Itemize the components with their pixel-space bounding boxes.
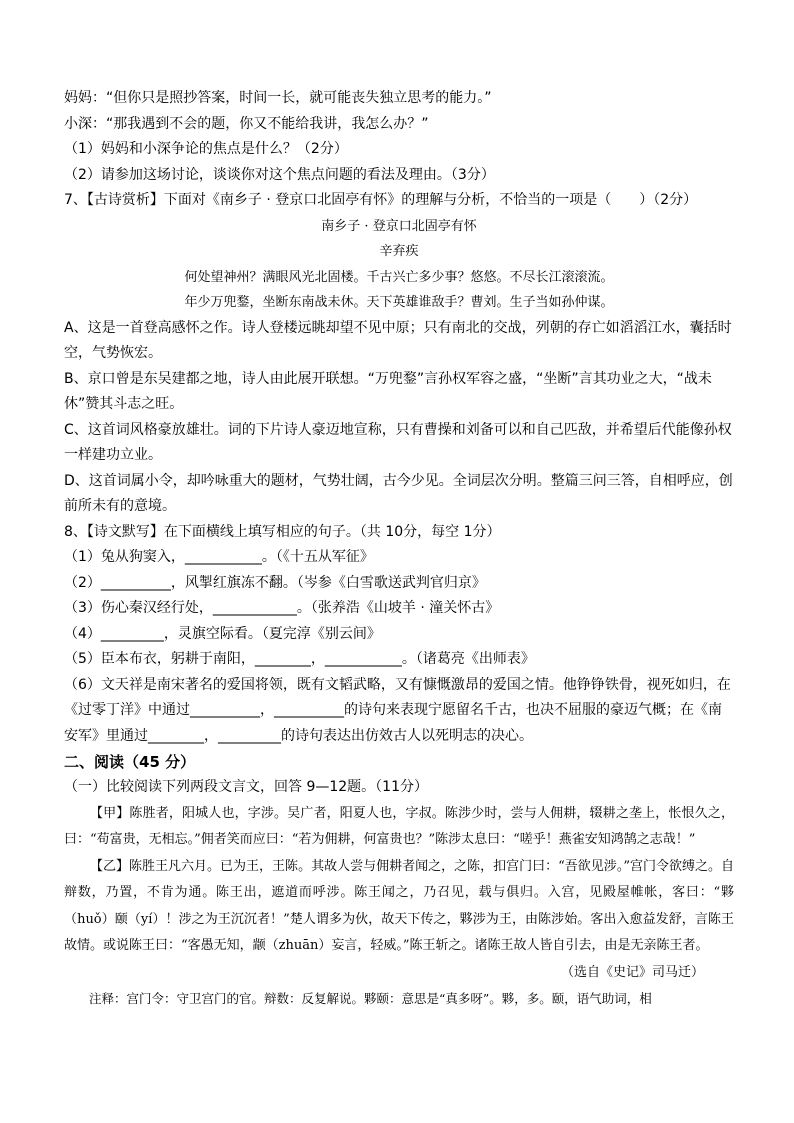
annotation-note: 注释：宫门令：守卫宫门的官。辩数：反复解说。夥颐：意思是“真多呀”。夥，多。颐，语气助词，相: [89, 990, 652, 1006]
question-8-item-3: （3）伤心秦汉经行处，____________。（张养浩《山坡羊 · 潼关怀古》: [64, 600, 500, 616]
question-7-stem: 7、【古诗赏析】下面对《南乡子 · 登京口北固亭有怀》的理解与分析，不恰当的一项是（ ）（2分）: [64, 192, 698, 208]
question-6-part-2: （2）请参加这场讨论，谈谈你对这个焦点问题的看法及理由。（3分）: [64, 166, 495, 183]
text-source: （选自《史记》司马迁）: [560, 964, 704, 980]
question-8-item-6: （6）文天祥是南宋著名的爱国将领，既有文韬武略，又有慷慨激昂的爱国之情。他铮铮铁骨，视死如归，在《过零丁洋》中通过__________，__________的诗句来表现宁愿留名千古，也决不屈服的豪迈气概；在《南安军》里通过________，_________的诗句表达出仿效古人以死明志的决心。: [64, 676, 731, 744]
question-7-option-c: C、这首词风格豪放雄壮。词的下片诗人豪迈地宣称，只有曹操和刘备可以和自己匹敌，并希望后代能像孙权一样建功立业。: [64, 421, 732, 463]
dialogue-mom: 妈妈：“但你只是照抄答案，时间一长，就可能丧失独立思考的能力。”: [64, 90, 492, 106]
question-7-option-b: B、京口曾是东吴建都之地，诗人由此展开联想。“万兜鍪”言孙权军容之盛，“坐断”言其功业之大，“战未休”赞其斗志之旺。: [64, 370, 712, 412]
dialogue-xiaoshen: 小深：“那我遇到不会的题，你又不能给我讲，我怎么办？”: [64, 115, 429, 132]
classical-text-yi: 【乙】陈胜王凡六月。已为王，王陈。其故人尝与佣耕者闻之，之陈，扣宫门曰：“吾欲见涉。”宫门令欲缚之。自辩数，乃置，不肯为通。陈王出，遮道而呼涉。陈王闻之，乃召见，载与俱归。入宫，见殿屋帷帐，客曰：“夥（huǒ）颐（yí）！涉之为王沉沉者！”楚人谓多为伙，故天下传之，夥涉为王，由陈涉始。客出入愈益发舒，言陈王故情。或说陈王曰：“客愚无知，颛（zhuān）妄言，轻威。”陈王斩之。诸陈王故人皆自引去，由是无亲陈王者。: [64, 858, 734, 953]
question-8-item-5: （5）臣本布衣，躬耕于南阳，________，___________。（诸葛亮《出师表》: [64, 651, 535, 667]
classical-text-jia: 【甲】陈胜者，阳城人也，字涉。吴广者，阳夏人也，字叔。陈涉少时，尝与人佣耕，辍耕之垄上，怅恨久之，曰：“苟富贵，无相忘。”佣者笑而应曰：“若为佣耕，何富贵也？”陈涉太息曰：“嗟乎！燕雀安知鸿鹄之志哉！”: [64, 805, 734, 847]
question-7-option-d: D、这首词属小令，却吟咏重大的题材，气势壮阔，古今少见。全词层次分明。整篇三问三答，自相呼应，创前所未有的意境。: [64, 472, 733, 514]
question-8-stem: 8、【诗文默写】在下面横线上填写相应的句子。（共 10分，每空 1分）: [64, 523, 501, 540]
question-7-option-a: A、这是一首登高感怀之作。诗人登楼远眺却望不见中原；只有南北的交战，列朝的存亡如滔滔江水，囊括时空，气势恢宏。: [64, 319, 732, 361]
poem-author: 辛弃疾: [379, 244, 419, 259]
poem-line-1: 何处望神州？满眼风光北固楼。千古兴亡多少事？悠悠。不尽长江滚滚流。: [184, 269, 614, 285]
reading-part-1-stem: （一）比较阅读下列两段文言文，回答 9—12题。（11分）: [64, 779, 428, 795]
poem-title: 南乡子 · 登京口北固亭有怀: [321, 218, 477, 234]
question-8-item-4: （4）_________，灵旗空际看。（夏完淳《别云间》: [64, 625, 381, 642]
question-6-part-1: （1）妈妈和小深争论的焦点是什么？（2分）: [64, 141, 348, 157]
section-2-title: 二、阅读（45 分）: [64, 753, 196, 771]
poem-line-2: 年少万兜鍪，坐断东南战未休。天下英雄谁敌手？曹刘。生子当如孙仲谋。: [184, 295, 614, 310]
question-8-item-1: （1）兔从狗窦入，___________。（《十五从军征》: [64, 549, 374, 565]
question-8-item-2: （2）__________，风掣红旗冻不翻。（岑参《白雪歌送武判官归京》: [64, 574, 486, 591]
